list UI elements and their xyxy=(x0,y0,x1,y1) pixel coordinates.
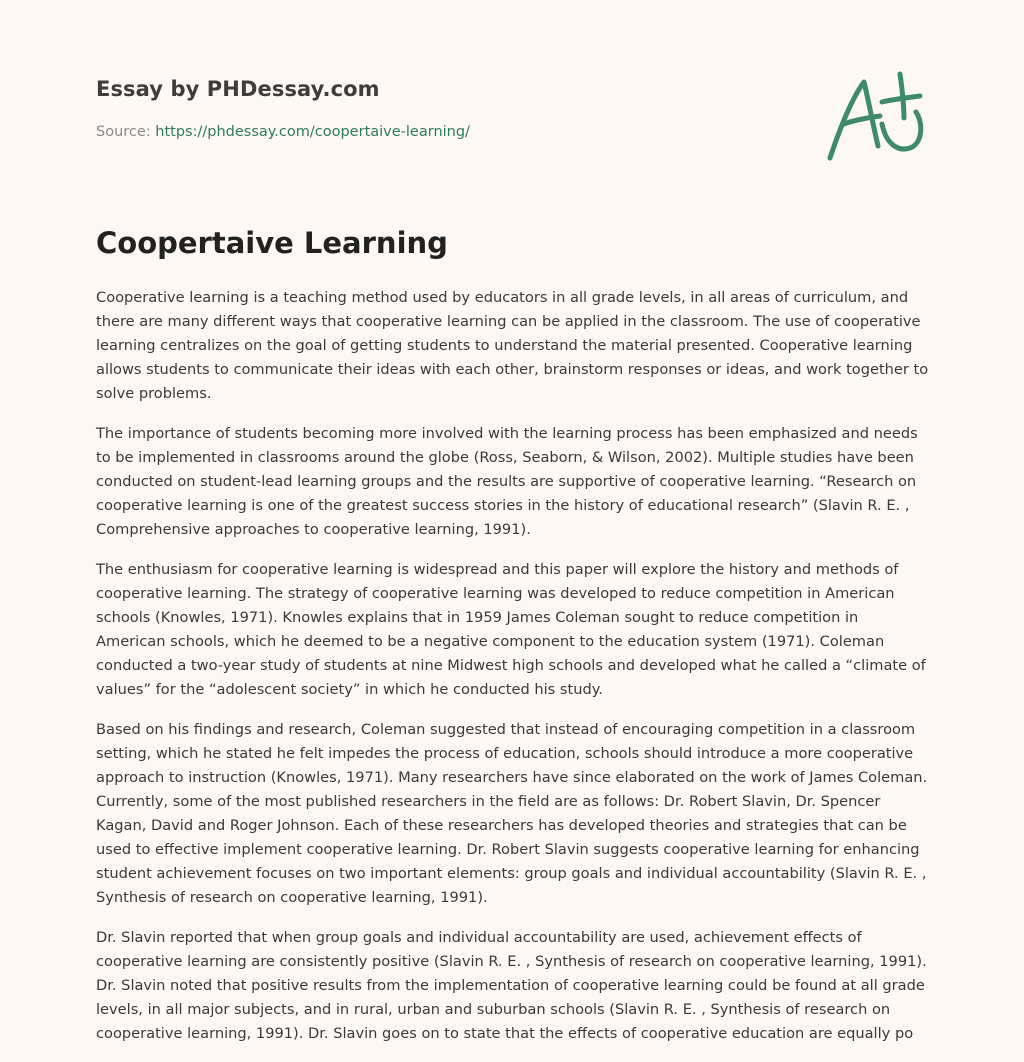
source-line xyxy=(96,124,470,140)
article-body xyxy=(96,286,932,1062)
a-plus-logo-icon xyxy=(824,68,928,164)
source-link[interactable]: https://phdessay.com/coopertaive-learning/ xyxy=(155,124,470,140)
paragraph: The enthusiasm for cooperative learning is widespread and this paper will explore the history and methods of cooperative learning. The strategy of cooperative learning was developed to reduce competition in American schools (Knowles, 1971). Knowles explains that in 1959 James Coleman sought to reduce competition in American schools, which he deemed to be a negative component to the education system (1971). Coleman conducted a two-year study of students at nine Midwest high schools and developed what he called a “climate of values” for the “adolescent society” in which he conducted his study. xyxy=(96,561,926,698)
paragraph: Cooperative learning is a teaching method used by educators in all grade levels, in all areas of curriculum, and there are many different ways that cooperative learning can be applied in the classroom. The use of cooperative learning centralizes on the goal of getting students to understand the material presented. Cooperative learning allows students to communicate their ideas with each other, brainstorm responses or ideas, and work together to solve problems. xyxy=(96,289,929,402)
header xyxy=(96,0,932,200)
source-label: Source: xyxy=(96,124,151,140)
essay-page xyxy=(96,0,932,1042)
paragraph: Dr. Slavin reported that when group goals and individual accountability are used, achievement effects of cooperative learning are consistently positive (Slavin R. E. , Synthesis of research on cooperative learning, 1991). Dr. Slavin noted that positive results from the implementation of cooperative learning could be found at all grade levels, in all major subjects, and in rural, urban and suburban schools (Slavin R. E. , Synthesis of research on cooperative learning, 1991). Dr. Slavin goes on to state that the effects of cooperative education are equally po xyxy=(96,929,927,1042)
site-brand: Essay by PHDessay.com xyxy=(96,77,380,101)
paragraph: Based on his findings and research, Coleman suggested that instead of encouraging competition in a classroom setting, which he stated he felt impedes the process of education, schools should introduce a more cooperative approach to instruction (Knowles, 1971). Many researchers have since elaborated on the work of James Coleman. Currently, some of the most published researchers in the field are as follows: Dr. Robert Slavin, Dr. Spencer Kagan, David and Roger Johnson. Each of these researchers has developed theories and strategies that can be used to effective implement cooperative learning. Dr. Robert Slavin suggests cooperative learning for enhancing student achievement focuses on two important elements: group goals and individual accountability (Slavin R. E. , Synthesis of research on cooperative learning, 1991). xyxy=(96,721,928,906)
article-title: Coopertaive Learning xyxy=(96,226,448,260)
paragraph: The importance of students becoming more involved with the learning process has been emphasized and needs to be implemented in classrooms around the globe (Ross, Seaborn, & Wilson, 2002). Multiple studies have been conducted on student-lead learning groups and the results are supportive of cooperative learning. “Research on cooperative learning is one of the greatest success stories in the history of educational research” (Slavin R. E. , Comprehensive approaches to cooperative learning, 1991). xyxy=(96,425,918,538)
